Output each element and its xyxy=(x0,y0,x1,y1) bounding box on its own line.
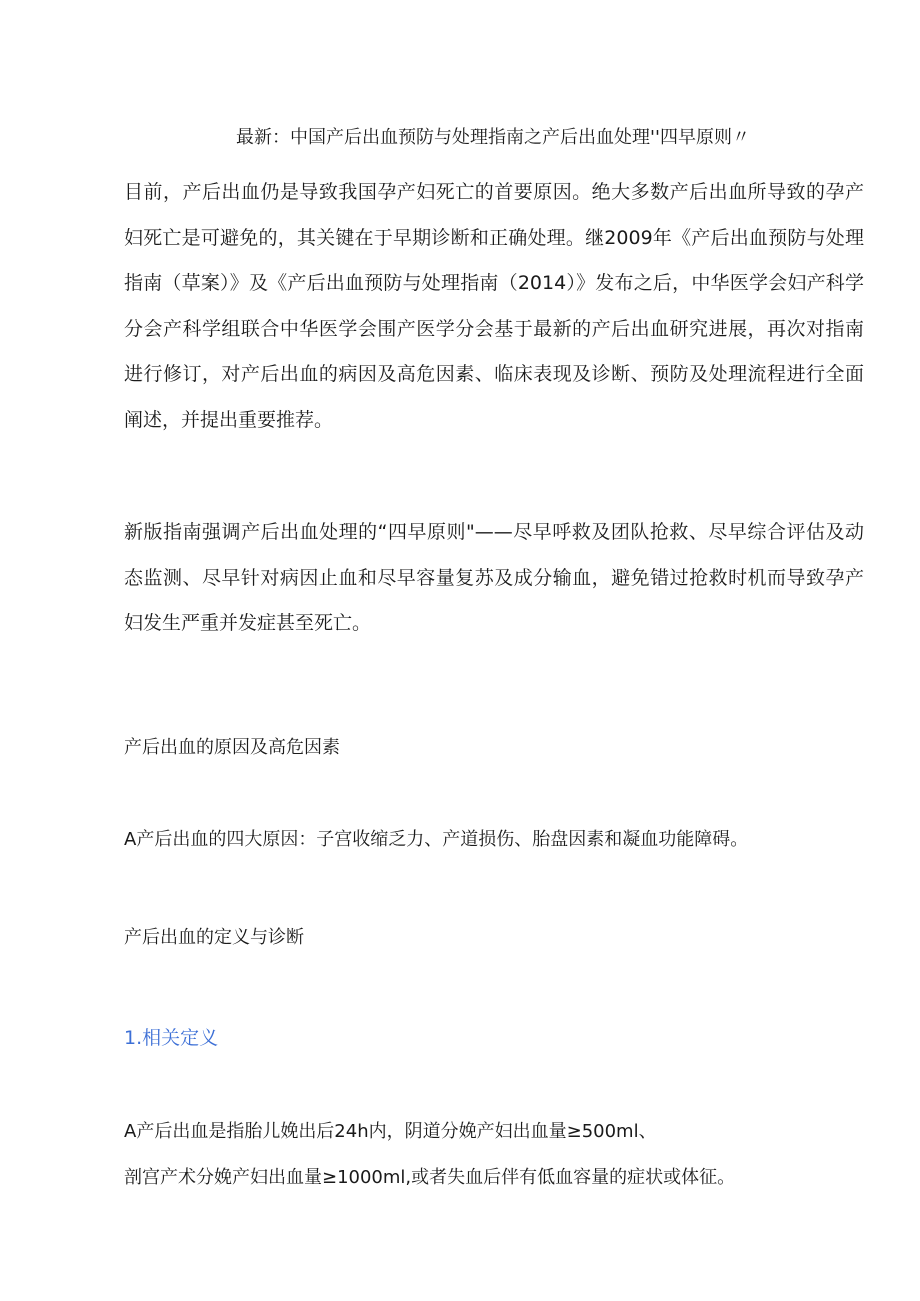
definition-item-line-2: 剖宫产术分娩产妇出血量≥1000ml,或者失血后伴有低血容量的症状或体征。 xyxy=(124,1167,736,1188)
definition-item-line-1: A产后出血是指胎儿娩出后24h内，阴道分娩产妇出血量≥500ml、 xyxy=(124,1121,657,1142)
document-title: 最新：中国产后出血预防与处理指南之产后出血处理''四早原则〃 xyxy=(236,127,750,148)
definition-subheading: 1.相关定义 xyxy=(124,1027,219,1049)
causes-heading: 产后出血的原因及高危因素 xyxy=(124,737,340,758)
four-principles-paragraph: 新版指南强调产后出血处理的“四早原则"——尽早呼救及团队抢救、尽早综合评估及动态监测、尽早针对病因止血和尽早容量复苏及成分输血，避免错过抢救时机而导致孕产妇发生严重并发症甚至死亡。 xyxy=(124,521,864,634)
intro-paragraph: 目前，产后出血仍是导致我国孕产妇死亡的首要原因。绝大多数产后出血所导致的孕产妇死亡是可避免的，其关键在于早期诊断和正确处理。继2009年《产后出血预防与处理指南（草案）》及《产后出血预防与处理指南（2014）》发布之后，中华医学会妇产科学分会产科学组联合中华医学会围产医学分会基于最新的产后出血研究进展，再次对指南进行修订，对产后出血的病因及高危因素、临床表现及诊断、预防及处理流程进行全面阐述，并提出重要推荐。 xyxy=(124,181,864,431)
causes-item: A产后出血的四大原因：子宫收缩乏力、产道损伤、胎盘因素和凝血功能障碍。 xyxy=(124,829,749,850)
definition-heading: 产后出血的定义与诊断 xyxy=(124,927,304,948)
